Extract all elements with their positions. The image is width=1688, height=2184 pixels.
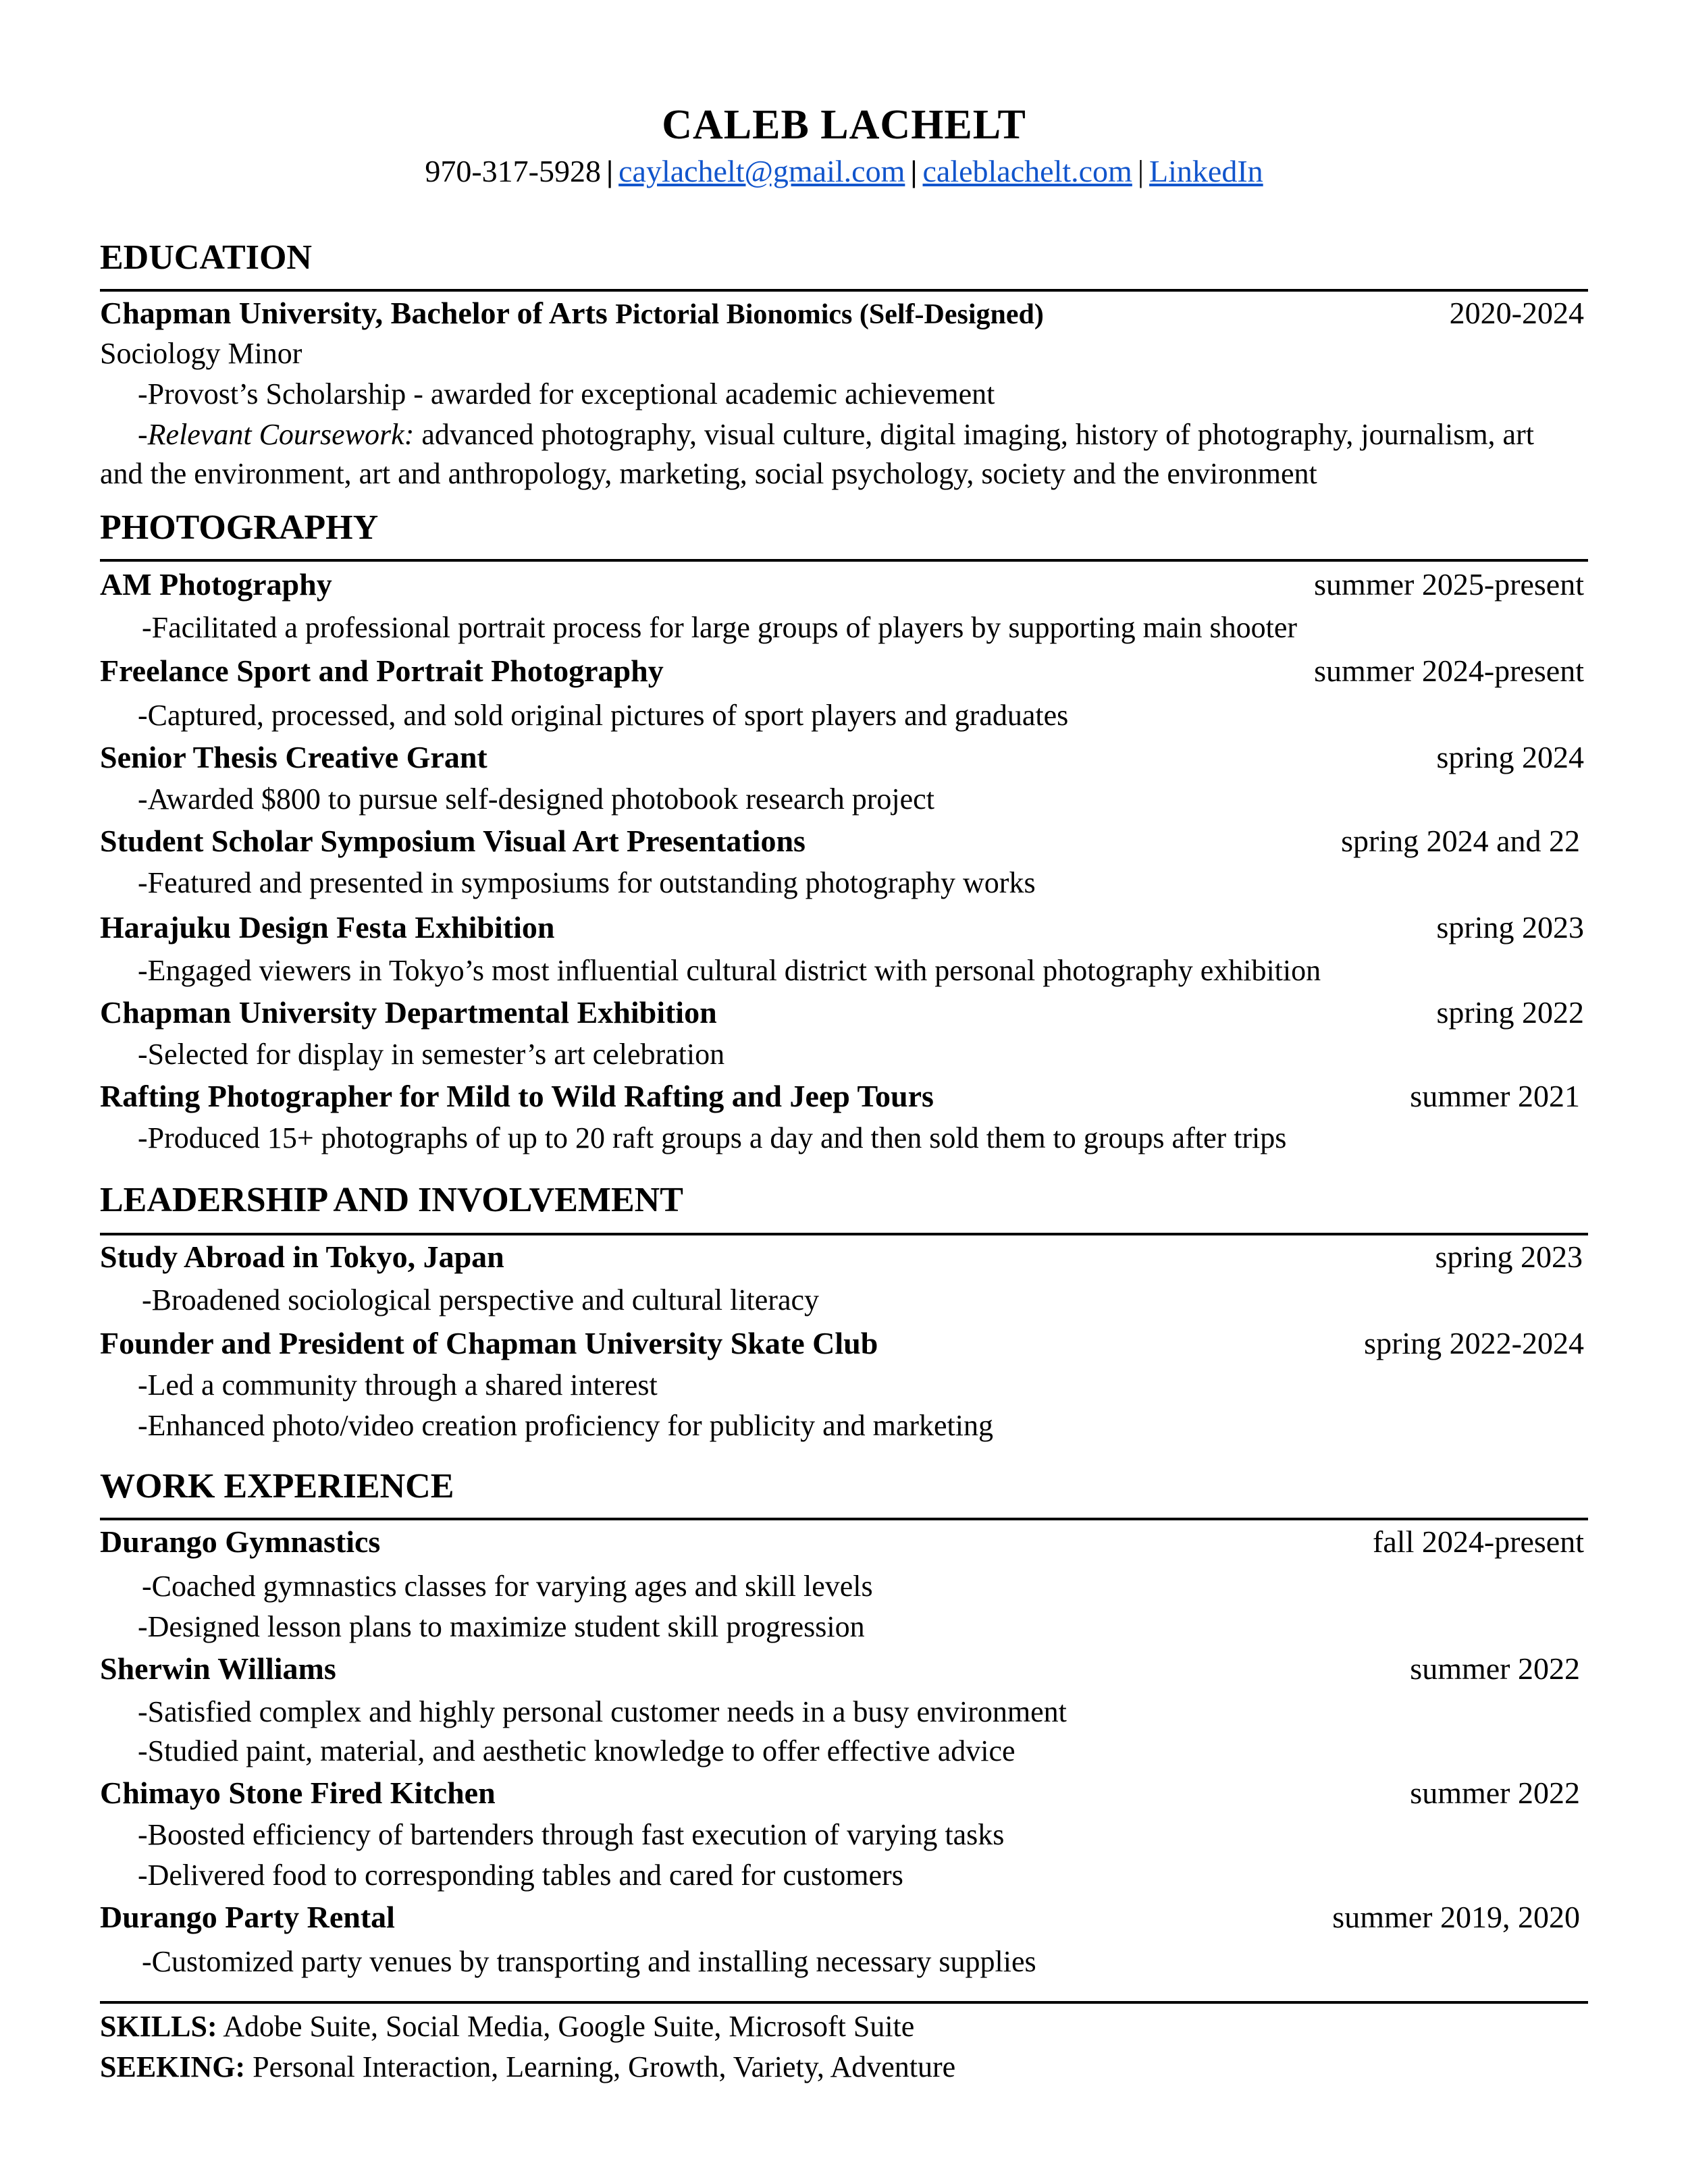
entry-title: Durango Gymnastics fall 2024-present <box>100 1523 1588 1561</box>
entry-bullet: -Captured, processed, and sold original pictures of sport players and graduates <box>138 699 1069 732</box>
entry-title: Student Scholar Symposium Visual Art Presentations spring 2024 and 22 <box>100 822 1588 860</box>
program-name: Pictorial Bionomics (Self-Designed) <box>615 299 1044 330</box>
entry-bullet: -Coached gymnastics classes for varying ages and skill levels <box>142 1570 873 1603</box>
entry-date: spring 2022 <box>1436 995 1584 1030</box>
entry-date: summer 2021 <box>1410 1079 1580 1113</box>
entry-date: fall 2024-present <box>1373 1524 1584 1559</box>
separator: | <box>606 154 614 188</box>
entry-title: Harajuku Design Festa Exhibition spring 2023 <box>100 909 1588 947</box>
entry-bullet: -Led a community through a shared interest <box>138 1368 658 1402</box>
photography-heading: PHOTOGRAPHY <box>100 508 379 547</box>
section-divider <box>100 559 1588 562</box>
education-heading: EDUCATION <box>100 238 312 277</box>
entry-bullet: -Customized party venues by transporting and installing necessary supplies <box>142 1945 1036 1978</box>
coursework-continued: and the environment, art and anthropology, marketing, social psychology, society and the environment <box>100 457 1317 490</box>
seeking-line <box>100 2048 1588 2086</box>
entry-date: spring 2024 and 22 <box>1341 824 1580 858</box>
entry-bullet: -Facilitated a professional portrait process for large groups of players by supporting main shooter <box>142 611 1298 644</box>
linkedin-link[interactable]: LinkedIn <box>1149 154 1263 188</box>
seeking-text: Personal Interaction, Learning, Growth, Variety, Adventure <box>253 2050 956 2083</box>
leadership-heading: LEADERSHIP AND INVOLVEMENT <box>100 1181 683 1219</box>
entry-title: Chapman University Departmental Exhibition spring 2022 <box>100 994 1588 1032</box>
entry-date: summer 2019, 2020 <box>1332 1900 1580 1934</box>
website-link[interactable]: caleblachelt.com <box>922 154 1132 188</box>
entry-bullet: -Produced 15+ photographs of up to 20 raft groups a day and then sold them to groups after trips <box>138 1121 1287 1154</box>
entry-bullet: -Awarded $800 to pursue self-designed photobook research project <box>138 782 934 816</box>
education-bullet: -Provost’s Scholarship - awarded for exceptional academic achievement <box>138 377 995 410</box>
resume-name: CALEB LACHELT <box>662 102 1026 148</box>
entry-bullet: -Selected for display in semester’s art celebration <box>138 1038 725 1071</box>
seeking-label: SEEKING: <box>100 2050 246 2083</box>
entry-title: Founder and President of Chapman University Skate Club spring 2022-2024 <box>100 1325 1588 1362</box>
education-date: 2020-2024 <box>1449 296 1584 330</box>
separator: | <box>1137 154 1144 188</box>
entry-title: Freelance Sport and Portrait Photography summer 2024-present <box>100 652 1588 690</box>
entry-bullet: -Satisfied complex and highly personal customer needs in a busy environment <box>138 1695 1067 1728</box>
entry-date: summer 2024-present <box>1314 654 1584 688</box>
entry-bullet: -Enhanced photo/video creation proficiency for publicity and marketing <box>138 1409 993 1442</box>
entry-bullet: -Engaged viewers in Tokyo’s most influential cultural district with personal photography exhibition <box>138 954 1321 987</box>
entry-title: Senior Thesis Creative Grant spring 2024 <box>100 739 1588 776</box>
skills-label: SKILLS: <box>100 2010 217 2043</box>
entry-date: spring 2022-2024 <box>1364 1326 1584 1360</box>
work-heading: WORK EXPERIENCE <box>100 1467 454 1506</box>
section-divider <box>100 1518 1588 1520</box>
contact-line <box>100 153 1588 190</box>
school-name: Chapman University, Bachelor of Arts <box>100 296 608 330</box>
entry-title: Rafting Photographer for Mild to Wild Rafting and Jeep Tours summer 2021 <box>100 1077 1588 1115</box>
entry-date: summer 2025-present <box>1314 567 1584 602</box>
entry-bullet: -Featured and presented in symposiums for outstanding photography works <box>138 866 1036 899</box>
entry-title: Sherwin Williams summer 2022 <box>100 1650 1588 1688</box>
entry-bullet: -Studied paint, material, and aesthetic knowledge to offer effective advice <box>138 1734 1016 1767</box>
coursework-line: -Relevant Coursework: advanced photography, visual culture, digital imaging, history of photography, journalism, art <box>138 418 1534 451</box>
education-minor: Sociology Minor <box>100 337 302 370</box>
coursework-label: Relevant Coursework: <box>147 418 415 451</box>
entry-date: summer 2022 <box>1410 1776 1580 1810</box>
coursework-text: advanced photography, visual culture, digital imaging, history of photography, journalism, art <box>421 418 1534 451</box>
entry-bullet: -Boosted efficiency of bartenders through fast execution of varying tasks <box>138 1818 1005 1851</box>
education-school <box>100 294 1588 334</box>
email-link[interactable]: caylachelt@gmail.com <box>618 154 905 188</box>
phone-number: 970-317-5928 <box>425 154 601 188</box>
skills-text: Adobe Suite, Social Media, Google Suite, Microsoft Suite <box>223 2010 915 2043</box>
separator: | <box>910 154 918 188</box>
entry-date: spring 2023 <box>1436 910 1584 944</box>
entry-bullet: -Broadened sociological perspective and cultural literacy <box>142 1283 820 1316</box>
skills-line <box>100 2008 1588 2046</box>
entry-title: Study Abroad in Tokyo, Japan spring 2023 <box>100 1238 1588 1276</box>
entry-bullet: -Delivered food to corresponding tables and cared for customers <box>138 1859 903 1892</box>
footer-divider <box>100 2001 1588 2004</box>
entry-title: Durango Party Rental summer 2019, 2020 <box>100 1898 1588 1936</box>
section-divider <box>100 1233 1588 1235</box>
entry-title: Chimayo Stone Fired Kitchen summer 2022 <box>100 1774 1588 1812</box>
entry-bullet: -Designed lesson plans to maximize student skill progression <box>138 1610 865 1643</box>
section-divider <box>100 289 1588 292</box>
entry-date: summer 2022 <box>1410 1651 1580 1686</box>
entry-title: AM Photography summer 2025-present <box>100 566 1588 604</box>
entry-date: spring 2024 <box>1436 740 1584 774</box>
entry-date: spring 2023 <box>1435 1240 1583 1274</box>
